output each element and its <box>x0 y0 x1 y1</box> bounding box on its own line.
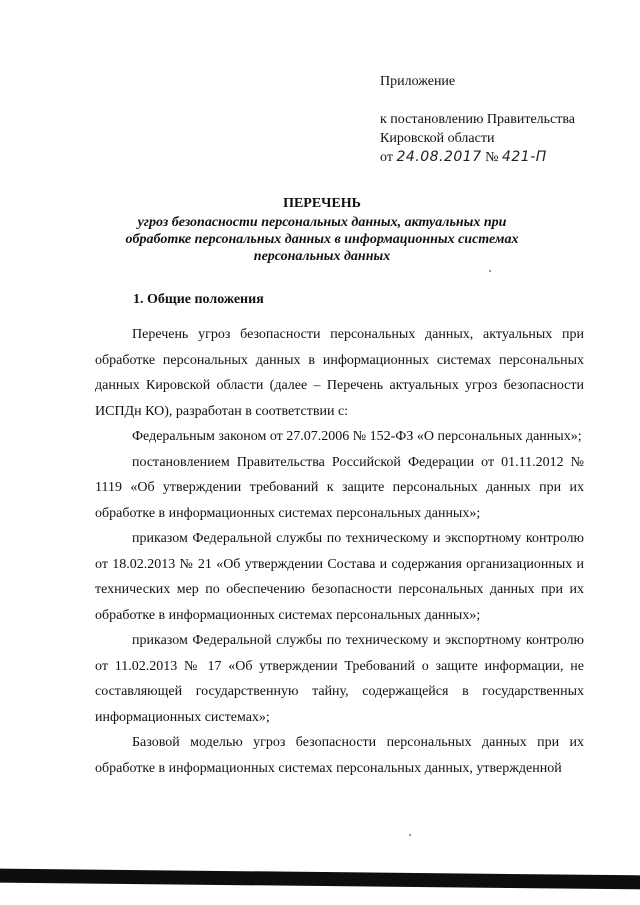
appendix-block <box>380 72 575 167</box>
appendix-region: Кировской области <box>380 131 495 146</box>
scan-speck <box>489 270 491 272</box>
appendix-label: Приложение <box>380 74 456 89</box>
paragraph: Перечень угроз безопасности персональных данных, актуальных при обработке персональных данных в информационных системах персональных данных Кировской области (далее – Перечень актуальных угроз безопасности ИСПДн КО), разработан в соответствии с: <box>95 327 584 419</box>
paragraph: постановлением Правительства Российской Федерации от 01.11.2012 № 1119 «Об утверждении требований к защите персональных данных при их обработке в информационных системах персональных данных»; <box>95 454 584 521</box>
document-subtitle: угроз безопасности персональных данных, актуальных при обработке персональных данных в информационных системах персональных данных <box>125 215 519 264</box>
paragraph: Федеральным законом от 27.07.2006 № 152-ФЗ «О персональных данных»; <box>132 429 582 444</box>
scan-speck <box>409 834 411 836</box>
date-prefix: от <box>380 150 393 165</box>
paragraph: приказом Федеральной службы по техническому и экспортному контролю от 18.02.2013 № 21 «Об утверждении Состава и содержания организационных и технических мер по обеспечению безопасности персональных данных при их обработке в информационных системах персональных данных»; <box>95 531 584 623</box>
paragraph: Базовой моделью угроз безопасности персональных данных при их обработке в информационных системах персональных данных, утвержденной <box>95 735 584 776</box>
scan-edge-bar <box>0 869 640 890</box>
appendix-resolution: к постановлению Правительства <box>380 112 576 127</box>
paragraph: приказом Федеральной службы по техническому и экспортному контролю от 11.02.2013 № 17 «Об утверждении Требований о защите информации, не составляющей государственную тайну, содержащейся в государственных информационных системах»; <box>95 633 584 725</box>
number-prefix: № <box>485 150 499 165</box>
handwritten-number: 421-П <box>501 149 547 165</box>
section-heading: 1. Общие положения <box>133 292 264 307</box>
appendix-date-line <box>380 148 575 167</box>
section-body <box>95 322 584 781</box>
document-title: ПЕРЕЧЕНЬ <box>283 196 361 211</box>
handwritten-date: 24.08.2017 <box>396 149 482 165</box>
